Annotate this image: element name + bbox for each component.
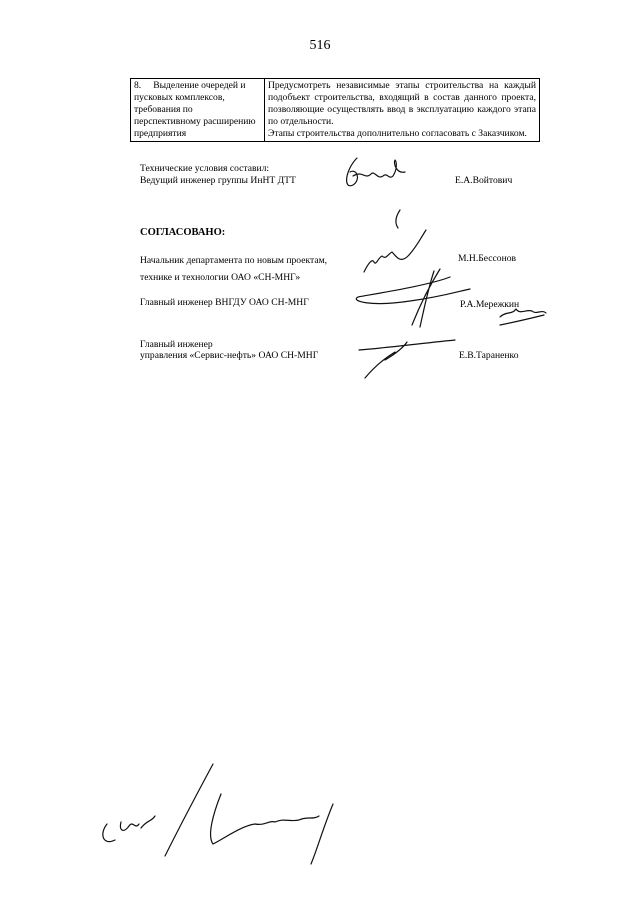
row-title-cell — [131, 79, 265, 142]
approval-heading: СОГЛАСОВАНО: — [140, 227, 226, 238]
page-number: 516 — [309, 38, 331, 53]
signatory-name: Р.А.Мережкин — [460, 299, 520, 310]
signatory-position: технике и технологии ОАО «СН-МНГ» — [140, 272, 301, 283]
signature-voitovich — [335, 150, 415, 200]
requirement-text: Предусмотреть независимые этапы строительства на каждый подобъект строительства, входящий в состав данного проекта, позволяющие осуществлять ввод в эксплуатацию каждого этапа по отдельности. — [268, 80, 536, 127]
requirements-table — [130, 78, 540, 142]
signatory-name: М.Н.Бессонов — [458, 253, 517, 264]
signatory-position: управления «Сервис-нефть» ОАО СН-МНГ — [140, 350, 319, 361]
requirement-text: Этапы строительства дополнительно согласовать с Заказчиком. — [268, 128, 527, 139]
row-requirement-cell — [265, 79, 540, 142]
compiled-caption: Технические условия составил: — [140, 163, 270, 174]
row-number: 8. — [134, 80, 142, 91]
signature-taranenko — [355, 322, 465, 382]
table-row — [131, 79, 540, 142]
compiled-position: Ведущий инженер группы ИнНТ ДТТ — [140, 175, 296, 186]
signatory-name: Е.В.Тараненко — [459, 350, 519, 361]
signature-footer — [95, 760, 355, 870]
signatory-position: Начальник департамента по новым проектам, — [140, 255, 328, 266]
compiled-name: Е.А.Войтович — [455, 175, 513, 186]
signatory-position: Главный инженер — [140, 339, 213, 350]
row-title: Выделение очередей и пусковых комплексов, требования по перспективному расширению предприятия — [134, 80, 256, 139]
signatory-position: Главный инженер ВНГДУ ОАО СН-МНГ — [140, 297, 309, 308]
